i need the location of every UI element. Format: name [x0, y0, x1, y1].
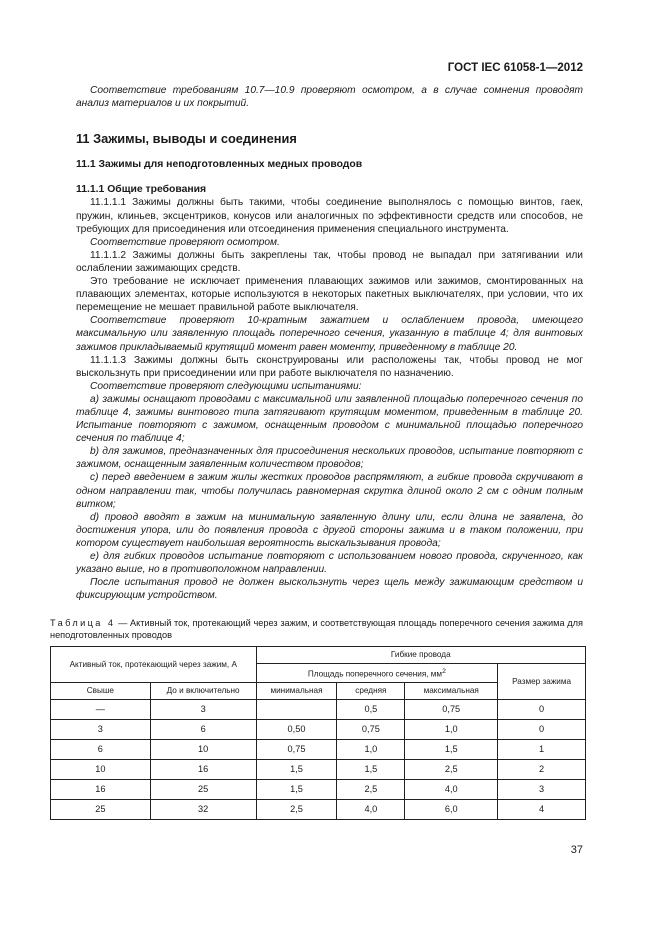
table-cell: 0,75 — [405, 699, 498, 719]
paragraph: b) для зажимов, предназначенных для присоединения нескольких проводов, испытание повторяют с зажимом, оснащенным заявленным количеством проводов; — [76, 446, 583, 471]
table-cell: 1,5 — [256, 779, 337, 799]
table-row — [51, 759, 586, 779]
table-cell: 0 — [498, 699, 586, 719]
paragraph: После испытания провод не должен выскользнуть через щель между зажимающим средством и фиксирующим устройством. — [76, 577, 583, 602]
paragraph: Соответствие проверяют следующими испытаниями: — [90, 380, 362, 392]
header-over: Свыше — [51, 682, 151, 699]
table-cell: 1,5 — [405, 739, 498, 759]
header-area-label: Площадь поперечного сечения, мм — [307, 669, 443, 679]
header-area-sup: 2 — [442, 668, 446, 676]
table-cell: 0,5 — [337, 699, 405, 719]
table-row — [51, 739, 586, 759]
paragraph: e) для гибких проводов испытание повторяют с использованием нового провода, скрученного, как указано выше, но в противоположном направлении. — [76, 551, 583, 576]
header-max: максимальная — [405, 682, 498, 699]
table-cell: 4,0 — [337, 799, 405, 819]
header-flexible: Гибкие провода — [256, 646, 585, 663]
table-cell: 16 — [150, 759, 256, 779]
table-row — [51, 779, 586, 799]
header-area — [256, 663, 498, 682]
table-cell: 4 — [498, 799, 586, 819]
table-row — [51, 799, 586, 819]
paragraph: Соответствие проверяют 10-кратным зажатием и ослаблением провода, имеющего максимальную или заявленную площадь поперечного сечения, указанную в таблице 4; для винтовых зажимов прикладываемый крутящий момент равен моменту, приведенному в таблице 20. — [76, 315, 583, 353]
table-cell: 6 — [51, 739, 151, 759]
header-mid: средняя — [337, 682, 405, 699]
paragraph: Это требование не исключает применения плавающих зажимов или зажимов, смонтированных на плавающих элементах, которые используются в некоторых пакетных выключателях, при условии, что их перемещение не мешает правильной работе выключателя. — [76, 276, 583, 314]
header-min: минимальная — [256, 682, 337, 699]
paragraph: c) перед введением в зажим жилы жестких проводов распрямляют, а гибкие провода скручивают в одном направлении так, чтобы получилась равномерная скрутка длиной около 2 см с одним полным витком; — [76, 472, 583, 510]
table-cell: — — [51, 699, 151, 719]
table-cell: 0,50 — [256, 719, 337, 739]
table-cell: 3 — [150, 699, 256, 719]
section-heading: 11 Зажимы, выводы и соединения — [76, 131, 297, 147]
table-cell: 1,5 — [256, 759, 337, 779]
paragraph: 11.1.1.1 Зажимы должны быть такими, чтобы соединение выполнялось с помощью винтов, гаек, пружин, клиньев, эксцентриков, конусов или аналогичных по эффективности средств или способов, не требующих для присоединения или отсоединения применения специального инструмента. — [76, 197, 583, 235]
table-caption-label: Таблица 4 — [50, 618, 116, 629]
table-cell: 25 — [51, 799, 151, 819]
table-caption — [50, 618, 583, 642]
table-row — [51, 699, 586, 719]
table-cell: 1,0 — [405, 719, 498, 739]
table-cell: 25 — [150, 779, 256, 799]
page-body — [50, 84, 583, 820]
page-number: 37 — [570, 844, 583, 856]
document-header: ГОСТ IEC 61058-1—2012 — [447, 62, 583, 74]
table-cell: 16 — [51, 779, 151, 799]
subsection-heading: 11.1 Зажимы для неподготовленных медных проводов — [76, 159, 363, 171]
table-cell: 2 — [498, 759, 586, 779]
table-cell: 1,5 — [337, 759, 405, 779]
table-cell: 2,5 — [405, 759, 498, 779]
table-cell: 0,75 — [256, 739, 337, 759]
table-cell: 2,5 — [256, 799, 337, 819]
table-caption-text: — Активный ток, протекающий через зажим, и соответствующая площадь поперечного сечения зажима для неподготовленных проводов — [50, 618, 583, 641]
header-current: Активный ток, протекающий через зажим, А — [51, 646, 257, 682]
table-cell: 10 — [150, 739, 256, 759]
table-cell: 0,75 — [337, 719, 405, 739]
header-size: Размер зажима — [498, 663, 586, 699]
paragraph: Соответствие требованиям 10.7—10.9 проверяют осмотром, а в случае сомнения проводят анализ материалов и их покрытий. — [76, 85, 583, 110]
table-cell: 2,5 — [337, 779, 405, 799]
table-cell: 6,0 — [405, 799, 498, 819]
table-cell: 1 — [498, 739, 586, 759]
table-cell: 32 — [150, 799, 256, 819]
paragraph: 11.1.1.3 Зажимы должны быть сконструированы или расположены так, чтобы провод не мог выскользнуть при присоединении или при работе выключателя по назначению. — [76, 354, 583, 379]
table-cell: 6 — [150, 719, 256, 739]
paragraph: Соответствие проверяют осмотром. — [90, 236, 280, 248]
table-cell — [256, 699, 337, 719]
paragraph: 11.1.1.2 Зажимы должны быть закреплены так, чтобы провод не выпадал при затягивании или ослаблении зажимающих средств. — [76, 249, 583, 274]
header-upto: До и включительно — [150, 682, 256, 699]
table-row — [51, 719, 586, 739]
table-cell: 3 — [498, 779, 586, 799]
paragraph: a) зажимы оснащают проводами с максимальной или заявленной площадью поперечного сечения по таблице 4, зажимы винтового типа затягивают крутящим моментом, приведенным в таблице 20. Испытание повторяют с зажимом, оснащенным проводом с минимальной площадью поперечного сечения по таблице 4; — [76, 393, 583, 445]
paragraph: d) провод вводят в зажим на минимальную заявленную длину или, если длина не заявлена, до достижения упора, или до появления провода с другой стороны зажима и в таком положении, при котором существует наибольшая вероятность выскальзывания провода; — [76, 511, 583, 549]
table-cell: 4,0 — [405, 779, 498, 799]
subsubsection-heading: 11.1.1 Общие требования — [76, 184, 207, 196]
current-table — [50, 646, 586, 820]
table-cell: 0 — [498, 719, 586, 739]
table-cell: 3 — [51, 719, 151, 739]
table-cell: 1,0 — [337, 739, 405, 759]
table-cell: 10 — [51, 759, 151, 779]
